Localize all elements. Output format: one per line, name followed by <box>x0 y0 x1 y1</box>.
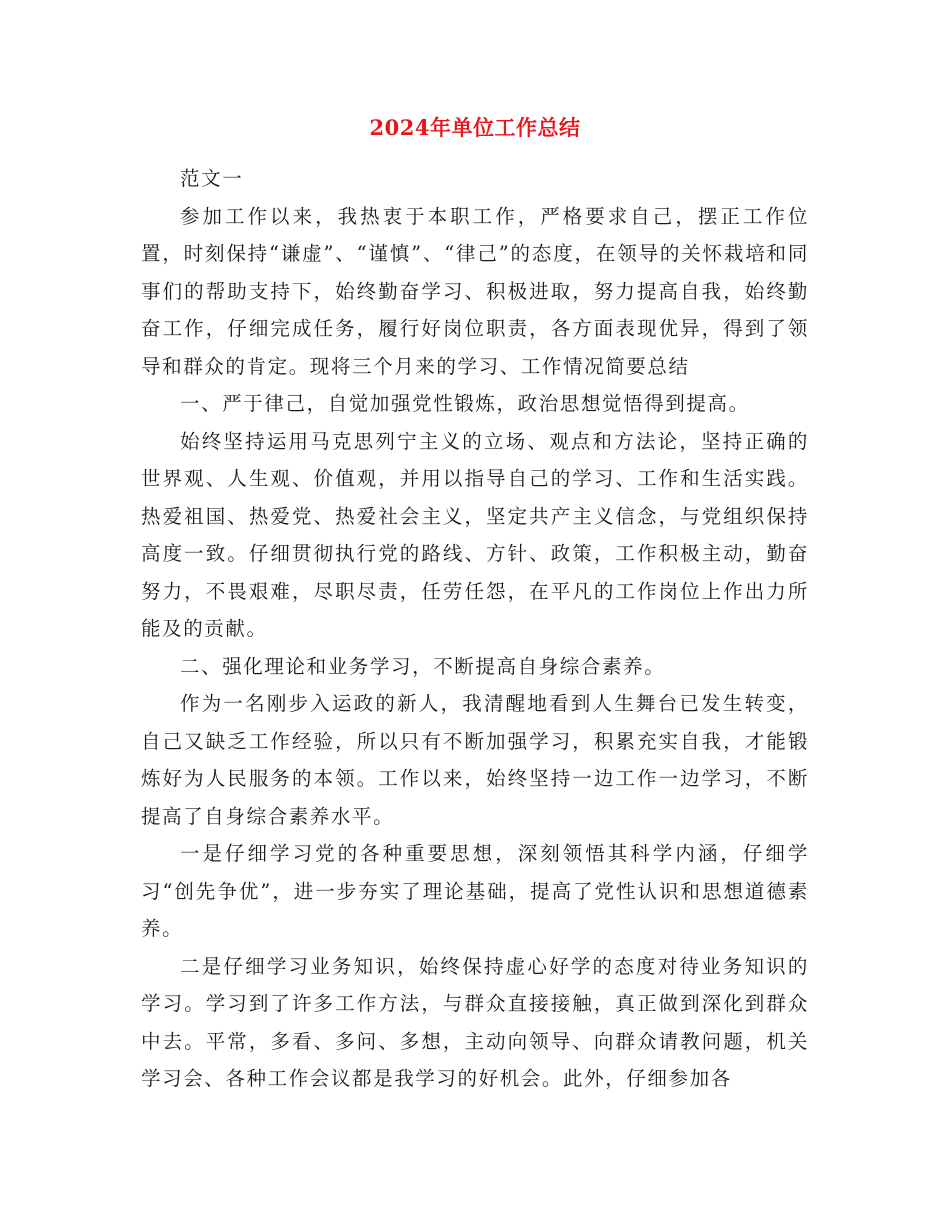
paragraph-section-1: 始终坚持运用马克思列宁主义的立场、观点和方法论，坚持正确的世界观、人生观、价值观，并用以指导自己的学习、工作和生活实践。热爱祖国、热爱党、热爱社会主义，坚定共产主义信念，与党组织保持高度一致。仔细贯彻执行党的路线、方针、政策，工作积极主动，勤奋努力，不畏艰难，尽职尽责，任劳任怨，在平凡的工作岗位上作出力所能及的贡献。 <box>141 429 809 640</box>
paragraph-heading-1: 一、严于律己，自觉加强党性锻炼，政治思想觉悟得到提高。 <box>180 392 750 415</box>
paragraph-intro: 参加工作以来，我热衷于本职工作，严格要求自己，摆正工作位置，时刻保持“谦虚”、“谨慎”、“律己”的态度，在领导的关怀栽培和同事们的帮助支持下，始终勤奋学习、积极进取，努力提高自我，始终勤奋工作，仔细完成任务，履行好岗位职责，各方面表现优异，得到了领导和群众的肯定。现将三个月来的学习、工作情况简要总结 <box>141 204 809 378</box>
paragraph-point-1: 一是仔细学习党的各种重要思想，深刻领悟其科学内涵，仔细学习“创先争优”，进一步夯实了理论基础，提高了党性认识和思想道德素养。 <box>141 842 809 940</box>
paragraph-section-2: 作为一名刚步入运政的新人，我清醒地看到人生舞台已发生转变，自己又缺乏工作经验，所以只有不断加强学习，积累充实自我，才能锻炼好为人民服务的本领。工作以来，始终坚持一边工作一边学习，不断提高了自身综合素养水平。 <box>141 692 809 828</box>
document-body <box>141 160 809 1098</box>
document-title: 2024年单位工作总结 <box>369 115 581 140</box>
paragraph-point-2: 二是仔细学习业务知识，始终保持虚心好学的态度对待业务知识的学习。学习到了许多工作方法，与群众直接接触，真正做到深化到群众中去。平常，多看、多问、多想，主动向领导、向群众请教问题，机关学习会、各种工作会议都是我学习的好机会。此外，仔细参加各 <box>141 954 809 1090</box>
paragraph-sample-label: 范文一 <box>180 167 244 190</box>
paragraph-heading-2: 二、强化理论和业务学习，不断提高自身综合素养。 <box>180 654 666 678</box>
